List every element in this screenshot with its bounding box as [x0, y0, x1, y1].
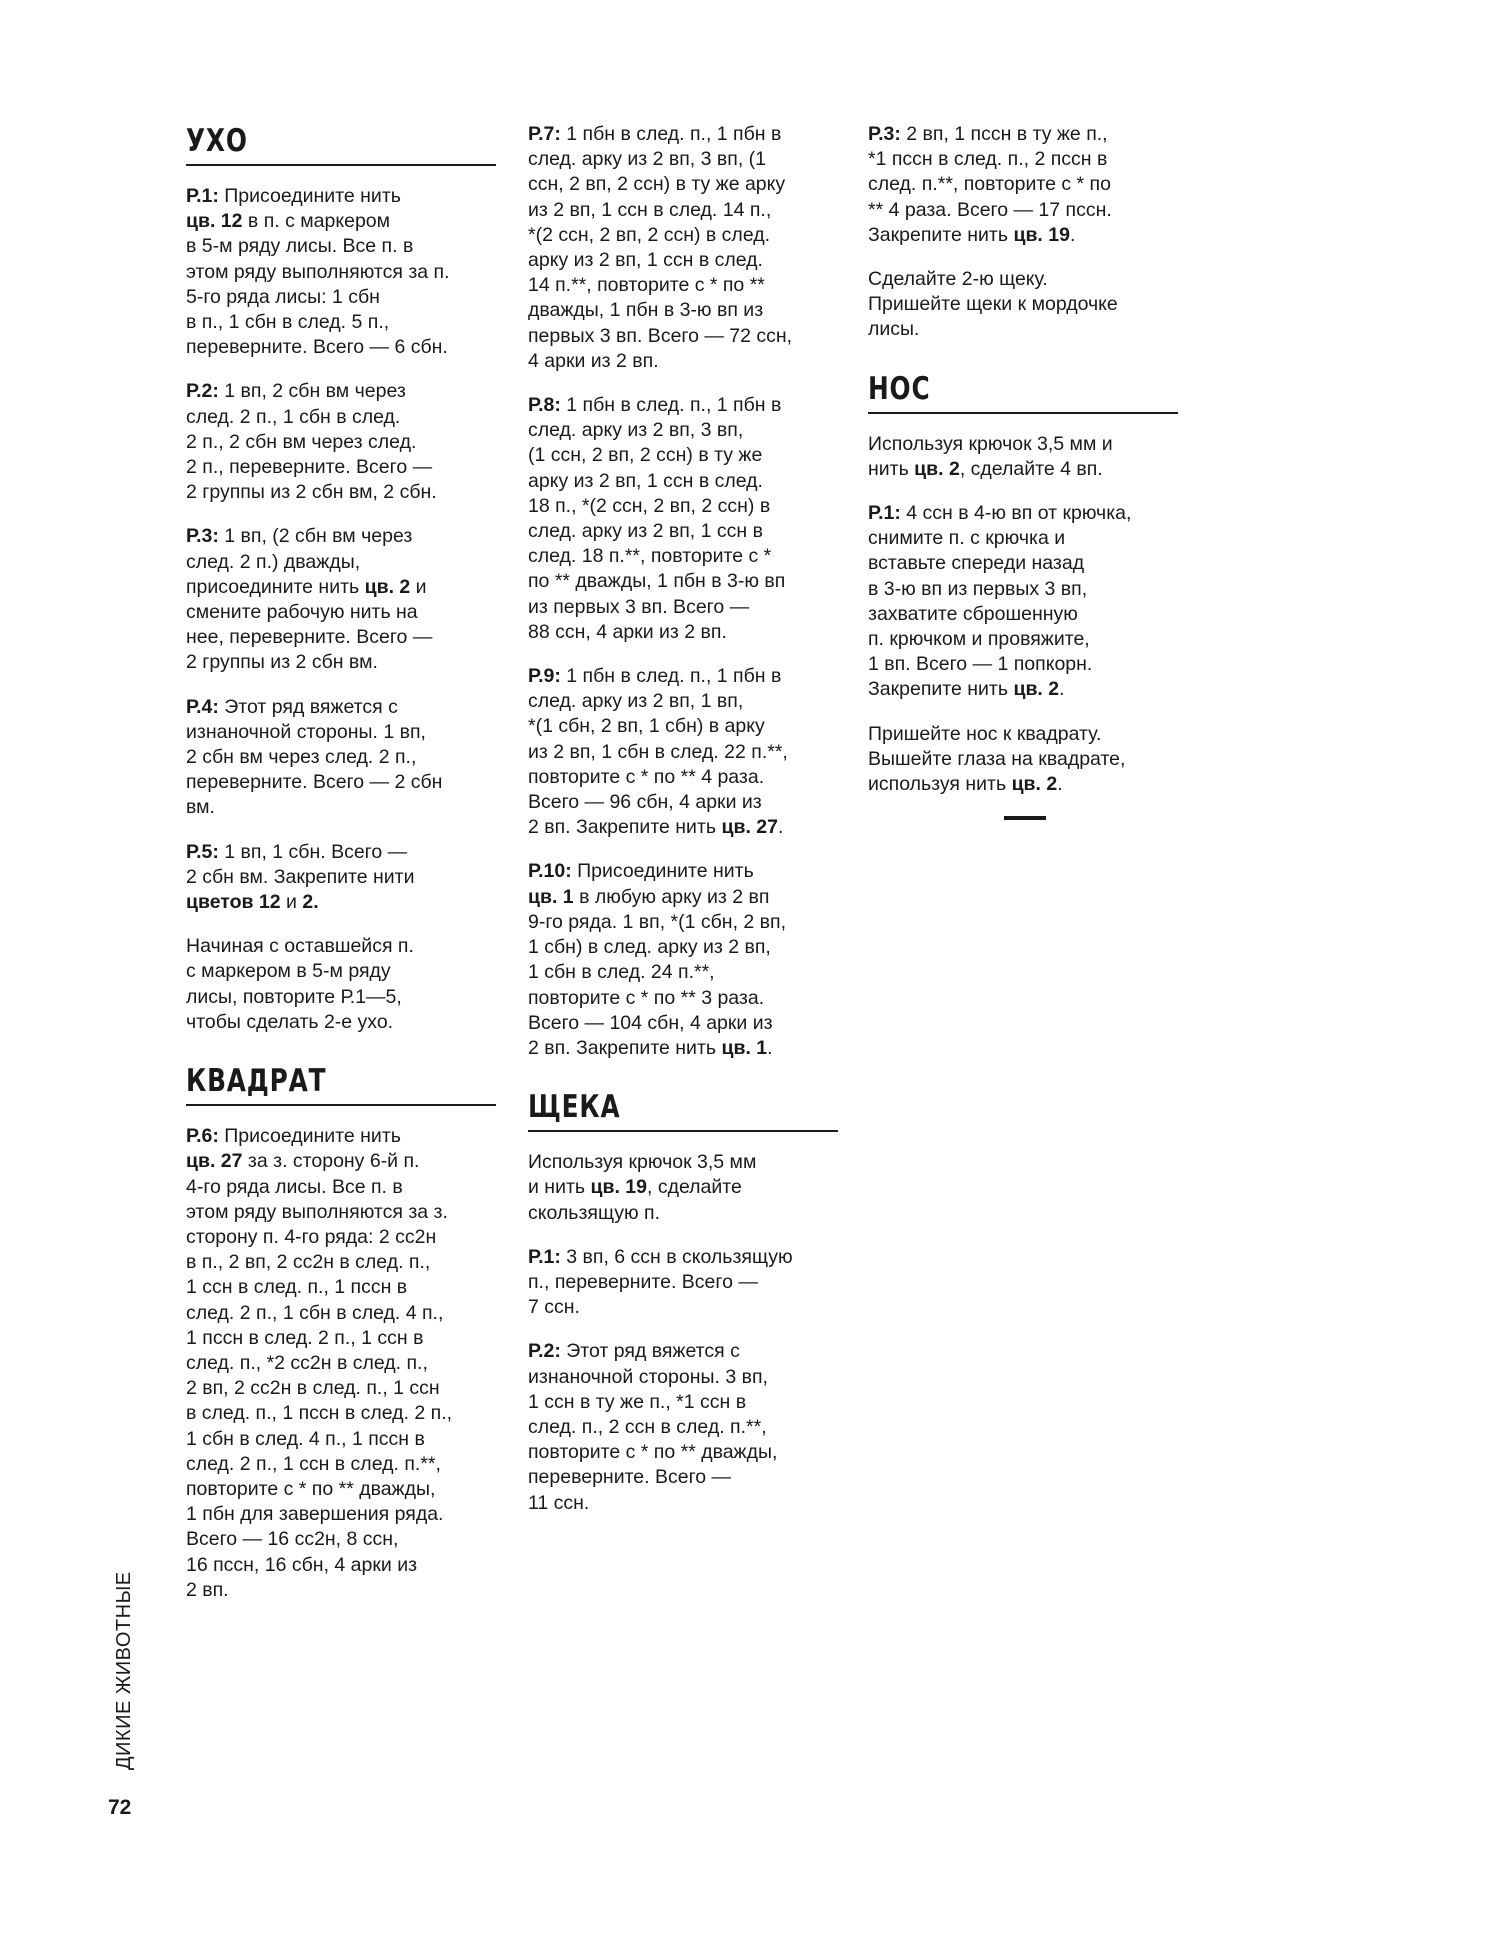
row-label: Р.2:	[528, 1340, 561, 1363]
heading-rule	[528, 1130, 838, 1132]
section	[868, 122, 1178, 343]
section-heading: КВАДРАТ	[186, 1063, 327, 1100]
instruction-paragraph	[528, 393, 838, 645]
section	[186, 122, 496, 1035]
instruction-paragraph	[868, 501, 1178, 703]
row-label: Р.9:	[528, 665, 561, 688]
page-number: 72	[108, 1796, 132, 1819]
heading-rule	[868, 412, 1178, 414]
section	[868, 362, 1178, 798]
instruction-paragraph	[186, 184, 496, 360]
side-section-label: ДИКИЕ ЖИВОТНЫЕ	[113, 1571, 135, 1770]
instruction-paragraph	[868, 722, 1178, 798]
row-label: Р.8:	[528, 394, 561, 417]
column-3	[868, 122, 1178, 820]
row-label: Р.1:	[868, 502, 901, 525]
instruction-paragraph	[868, 122, 1178, 248]
instruction-paragraph	[528, 1245, 838, 1321]
heading-rule	[186, 164, 496, 166]
row-label: Р.2:	[186, 380, 219, 403]
paragraph-text: Этот ряд вяжется с изнаночной стороны. 3 вп, 1 ссн в ту же п., *1 ссн в след. п., 2 ссн в след. п.**, повторите с * по ** дважды, переверните. Всего — 11 ссн.	[528, 1340, 778, 1514]
instruction-paragraph	[186, 840, 496, 916]
instruction-paragraph	[186, 379, 496, 505]
paragraph-text: 1 пбн в след. п., 1 пбн в след. арку из 2 вп, 3 вп, (1 ссн, 2 вп, 2 ссн) в ту же арку из 2 вп, 1 ссн в след. 18 п., *(2 ссн, 2 вп, 2 ссн) в след. арку из 2 вп, 1 ссн в след. 18 п.**, повторите с * по ** дважды, 1 пбн в 3-ю вп из первых 3 вп. Всего — 88 ссн, 4 арки из 2 вп.	[528, 394, 786, 643]
paragraph-text: 2 вп, 1 пссн в ту же п., *1 пссн в след. п., 2 пссн в след. п.**, повторите с * по ** 4 раза. Всего — 17 пссн. Закрепите нить цв. 19.	[868, 123, 1112, 246]
paragraph-text: Сделайте 2-ю щеку. Пришейте щеки к мордочке лисы.	[868, 268, 1118, 341]
paragraph-text: Начиная с оставшейся п. с маркером в 5-м ряду лисы, повторите Р.1—5, чтобы сделать 2-е ухо.	[186, 935, 414, 1033]
section	[528, 122, 838, 1061]
instruction-paragraph	[868, 432, 1178, 482]
paragraph-text: 1 вп, 2 сбн вм через след. 2 п., 1 сбн в след. 2 п., 2 сбн вм через след. 2 п., переверните. Всего — 2 группы из 2 сбн вм, 2 сбн.	[186, 380, 437, 504]
instruction-paragraph	[186, 934, 496, 1035]
paragraph-text: Пришейте нос к квадрату. Вышейте глаза на квадрате, используя нить цв. 2.	[868, 722, 1126, 796]
paragraph-text: 3 вп, 6 ссн в скользящую п., переверните. Всего — 7 ссн.	[528, 1245, 793, 1319]
instruction-paragraph	[868, 267, 1178, 343]
instruction-paragraph	[528, 664, 838, 840]
row-label: Р.1:	[528, 1245, 561, 1268]
instruction-paragraph	[528, 859, 838, 1061]
row-label: Р.6:	[186, 1125, 219, 1148]
section-heading: НОС	[868, 370, 931, 407]
section-heading: ЩЕКА	[528, 1089, 621, 1126]
paragraph-text: Присоедините нить цв. 1 в любую арку из 2 вп 9-го ряда. 1 вп, *(1 сбн, 2 вп, 1 сбн) в след. арку из 2 вп, 1 сбн в след. 24 п.**, повторите с * по ** 3 раза. Всего — 104 сбн, 4 арки из 2 вп. Закрепите нить цв. 1.	[528, 860, 787, 1059]
paragraph-text: 1 пбн в след. п., 1 пбн в след. арку из 2 вп, 1 вп, *(1 сбн, 2 вп, 1 сбн) в арку из 2 вп, 1 сбн в след. 22 п.**, повторите с * по ** 4 раза. Всего — 96 сбн, 4 арки из 2 вп. Закрепите нить цв. 27.	[528, 665, 788, 839]
section	[528, 1080, 838, 1516]
heading-rule	[186, 1104, 496, 1106]
paragraph-text: Присоедините нить цв. 27 за з. сторону 6-й п. 4-го ряда лисы. Все п. в этом ряду выполняются за з. сторону п. 4-го ряда: 2 сс2н в п., 2 вп, 2 сс2н в след. п., 1 ссн в след. п., 1 пссн в след. 2 п., 1 сбн в след. 4 п., 1 пссн в след. 2 п., 1 ссн в след. п., *2 сс2н в след. п., 2 вп, 2 сс2н в след. п., 1 ссн в след. п., 1 пссн в след. 2 п., 1 сбн в след. 4 п., 1 пссн в след. 2 п., 1 ссн в след. п.**, повторите с * по ** дважды, 1 пбн для завершения ряда. Всего — 16 сс2н, 8 ссн, 16 пссн, 16 сбн, 4 арки из 2 вп.	[186, 1125, 453, 1601]
paragraph-text: Используя крючок 3,5 мм и нить цв. 19, сделайте скользящую п.	[528, 1151, 757, 1224]
row-label: Р.3:	[186, 525, 219, 548]
row-label: Р.3:	[868, 123, 901, 145]
paragraph-text: 1 вп, (2 сбн вм через след. 2 п.) дважды, присоедините нить цв. 2 и смените рабочую нить на нее, переверните. Всего — 2 группы из 2 сбн вм.	[186, 525, 433, 674]
paragraph-text: Этот ряд вяжется с изнаночной стороны. 1 вп, 2 сбн вм через след. 2 п., переверните. Всего — 2 сбн вм.	[186, 695, 443, 819]
instruction-paragraph	[186, 1124, 496, 1603]
instruction-paragraph	[186, 524, 496, 675]
instruction-paragraph	[528, 1150, 838, 1226]
row-label: Р.5:	[186, 840, 219, 863]
section	[186, 1054, 496, 1603]
paragraph-text: 1 пбн в след. п., 1 пбн в след. арку из 2 вп, 3 вп, (1 ссн, 2 вп, 2 ссн) в ту же арку из 2 вп, 1 ссн в след. 14 п., *(2 ссн, 2 вп, 2 ссн) в след. арку из 2 вп, 1 ссн в след. 14 п.**, повторите с * по ** дважды, 1 пбн в 3-ю вп из первых 3 вп. Всего — 72 ссн, 4 арки из 2 вп.	[528, 123, 793, 372]
column-2	[528, 122, 838, 1535]
paragraph-text: Используя крючок 3,5 мм и нить цв. 2, сделайте 4 вп.	[868, 432, 1113, 480]
section-heading: УХО	[186, 123, 248, 159]
paragraph-text: 4 ссн в 4-ю вп от крючка, снимите п. с крючка и вставьте спереди назад в 3-ю вп из первых 3 вп, захватите сброшенную п. крючком и провяжите, 1 вп. Всего — 1 попкорн. Закрепите нить цв. 2.	[868, 502, 1132, 701]
paragraph-text: 1 вп, 1 сбн. Всего — 2 сбн вм. Закрепите нити цветов 12 и 2.	[186, 840, 415, 914]
paragraph-text: Присоедините нить цв. 12 в п. с маркером в 5-м ряду лисы. Все п. в этом ряду выполняются за п. 5-го ряда лисы: 1 сбн в п., 1 сбн в след. 5 п., переверните. Всего — 6 сбн.	[186, 185, 450, 359]
row-label: Р.1:	[186, 185, 219, 207]
row-label: Р.7:	[528, 123, 561, 145]
row-label: Р.10:	[528, 860, 572, 883]
row-label: Р.4:	[186, 695, 219, 718]
instruction-paragraph	[528, 1339, 838, 1515]
instruction-paragraph	[186, 695, 496, 821]
instruction-paragraph	[528, 122, 838, 374]
column-1	[186, 122, 496, 1622]
end-of-pattern-mark	[1004, 816, 1046, 820]
